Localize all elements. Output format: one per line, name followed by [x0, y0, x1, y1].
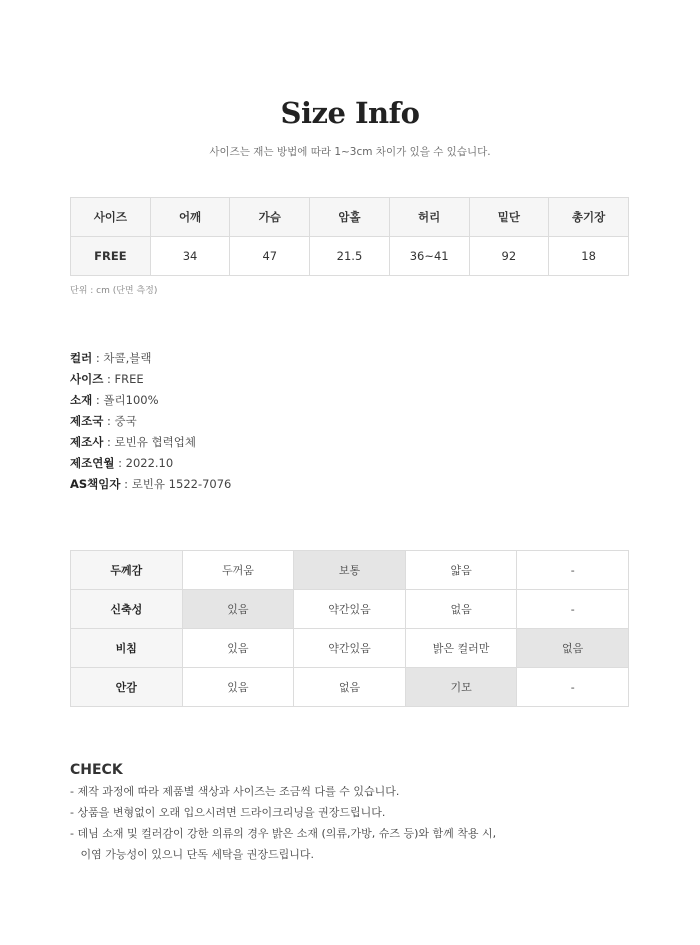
feel-label: 비침	[71, 629, 183, 668]
spec-label: 제조국	[70, 414, 104, 428]
feel-row	[71, 629, 629, 668]
check-note: - 제작 과정에 따라 제품별 색상과 사이즈는 조금씩 다를 수 있습니다.	[70, 785, 400, 798]
feel-option: 있음	[182, 629, 294, 668]
feel-label: 두께감	[71, 551, 183, 590]
feel-row	[71, 668, 629, 707]
feel-option-selected: 없음	[517, 629, 629, 668]
spec-value: : 로빈유 협력업체	[103, 435, 196, 449]
spec-label: 제조연월	[70, 456, 115, 470]
feel-option: -	[517, 590, 629, 629]
spec-label: AS책임자	[70, 477, 121, 491]
feel-option: 없음	[405, 590, 517, 629]
size-value-cell: FREE	[71, 237, 151, 276]
spec-row	[70, 371, 231, 392]
page-title: Size Info	[280, 96, 420, 130]
check-note: - 상품을 변형없이 오래 입으시려면 드라이크리닝을 권장드립니다.	[70, 806, 386, 819]
feel-option: 얇음	[405, 551, 517, 590]
feel-option: 두꺼움	[182, 551, 294, 590]
feel-row	[71, 590, 629, 629]
size-value-cell: 92	[469, 237, 549, 276]
size-value-cell: 36~41	[389, 237, 469, 276]
size-header-cell: 가슴	[230, 198, 310, 237]
feel-label: 신축성	[71, 590, 183, 629]
size-value-cell: 21.5	[310, 237, 390, 276]
feel-option-selected: 기모	[405, 668, 517, 707]
size-table-row	[71, 237, 629, 276]
spec-value: : 차콜,블랙	[92, 351, 152, 365]
size-header-cell: 총기장	[549, 198, 629, 237]
size-header-cell: 허리	[389, 198, 469, 237]
spec-row	[70, 434, 231, 455]
feel-option-selected: 보통	[294, 551, 406, 590]
size-header-cell: 밑단	[469, 198, 549, 237]
feel-label: 안감	[71, 668, 183, 707]
size-table	[70, 197, 629, 276]
spec-label: 사이즈	[70, 372, 104, 386]
check-note: - 데님 소재 및 컬러감이 강한 의류의 경우 밝은 소재 (의류,가방, 슈즈 등)와 함께 착용 시,	[70, 827, 497, 840]
unit-note: 단위 : cm (단면 측정)	[70, 286, 158, 296]
feel-option: 약간있음	[294, 590, 406, 629]
size-header-cell: 암홀	[310, 198, 390, 237]
spec-value: : 폴리100%	[92, 393, 159, 407]
check-note: 이염 가능성이 있으니 단독 세탁을 권장드립니다.	[70, 848, 314, 861]
feel-option: 밝은 컬러만	[405, 629, 517, 668]
feel-option-selected: 있음	[182, 590, 294, 629]
spec-row	[70, 350, 231, 371]
feel-option: -	[517, 668, 629, 707]
feel-option: 약간있음	[294, 629, 406, 668]
spec-value: : 2022.10	[114, 456, 174, 470]
size-value-cell: 18	[549, 237, 629, 276]
spec-label: 컬러	[70, 351, 93, 365]
feel-option: 있음	[182, 668, 294, 707]
fabric-feel-table	[70, 550, 629, 707]
spec-value: : 로빈유 1522-7076	[120, 477, 232, 491]
check-notes	[70, 784, 496, 868]
spec-value: : 중국	[103, 414, 137, 428]
size-header-cell: 어깨	[150, 198, 230, 237]
check-title: CHECK	[70, 762, 123, 778]
spec-value: : FREE	[103, 372, 144, 386]
size-value-cell: 47	[230, 237, 310, 276]
spec-row	[70, 455, 231, 476]
product-specs	[70, 350, 231, 497]
spec-label: 소재	[70, 393, 93, 407]
feel-row	[71, 551, 629, 590]
spec-row	[70, 476, 231, 497]
size-value-cell: 34	[150, 237, 230, 276]
feel-option: -	[517, 551, 629, 590]
size-header-cell: 사이즈	[71, 198, 151, 237]
spec-row	[70, 392, 231, 413]
size-table-header-row	[71, 198, 629, 237]
spec-row	[70, 413, 231, 434]
spec-label: 제조사	[70, 435, 104, 449]
page-subtitle: 사이즈는 재는 방법에 따라 1~3cm 차이가 있을 수 있습니다.	[209, 146, 491, 158]
feel-option: 없음	[294, 668, 406, 707]
